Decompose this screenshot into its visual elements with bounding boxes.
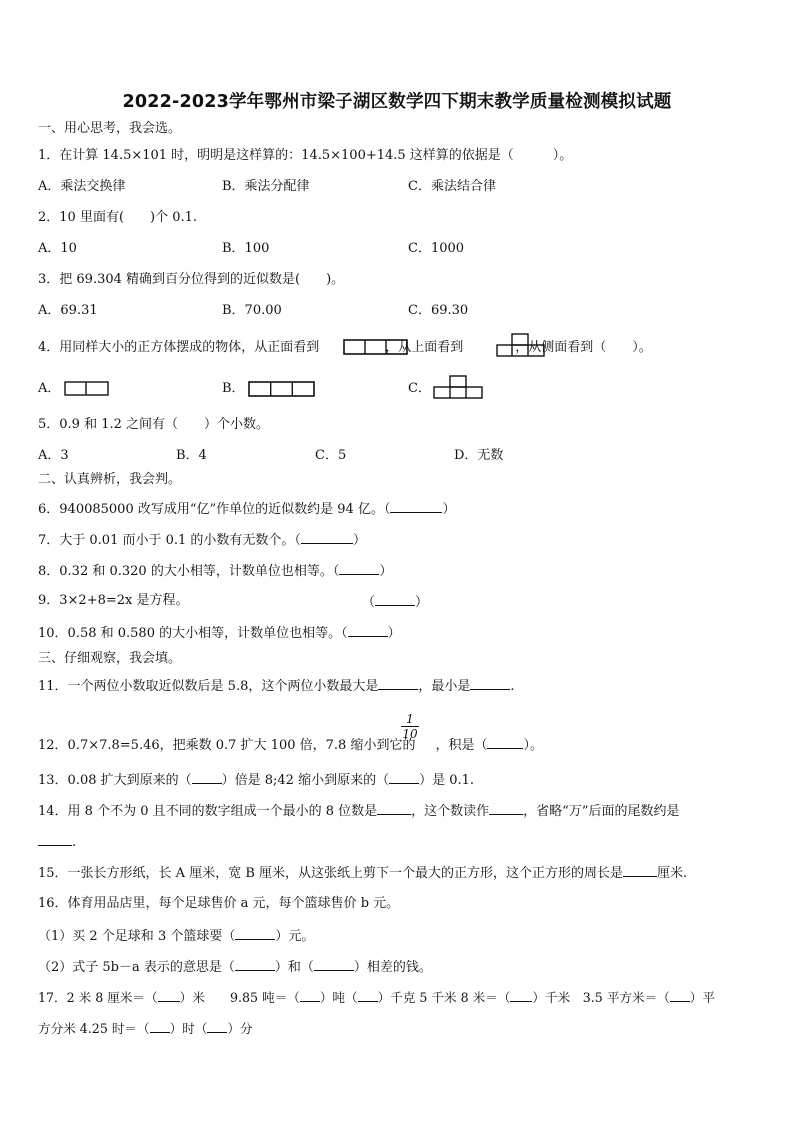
q13-text-part1: 13．0.08 扩大到原来的（ xyxy=(38,773,192,788)
q16-p2-text-a: （2）式子 5b－a 表示的意思是（ xyxy=(38,960,235,975)
question-16-part-1 xyxy=(38,927,314,945)
question-17-continued xyxy=(38,1020,253,1037)
q14-text-part1: 14．用 8 个不为 0 且不同的数字组成一个最小的 8 位数是 xyxy=(38,804,378,819)
section-heading-1: 一、用心思考，我会选。 xyxy=(38,121,182,136)
q6-paren-left: （ xyxy=(383,502,391,517)
q4-option-b[interactable]: B． xyxy=(222,381,245,396)
q4-option-a-figure xyxy=(64,381,110,397)
question-5: 5．0.9 和 1.2 之间有（ ）个小数。 xyxy=(38,417,270,432)
q6-paren-right: ） xyxy=(442,502,456,517)
question-8 xyxy=(38,562,392,580)
q12-fraction-denominator: 10 xyxy=(402,727,418,741)
q17-text-b2: ）时（ xyxy=(169,1021,208,1036)
q9-paren-left: （ xyxy=(362,595,376,610)
q1-option-a[interactable]: A．乘法交换律 xyxy=(38,179,126,194)
q12-fraction xyxy=(401,713,419,740)
q4-front-view-figure xyxy=(343,339,409,356)
q11-min-blank[interactable] xyxy=(470,677,510,690)
q3-option-c[interactable]: C．69.30 xyxy=(408,303,469,318)
section-heading-2: 二、认真辨析，我会判。 xyxy=(38,472,182,487)
q17-text-a4: ）千克 5 千米 8 米＝（ xyxy=(377,990,511,1005)
q17-blank-3[interactable] xyxy=(358,989,378,1002)
q14-text-part3: ，省略“万”后面的尾数约是 xyxy=(523,804,680,819)
q5-option-b[interactable]: B．4 xyxy=(176,448,207,463)
q13-text-part2: ）倍是 8;42 缩小到原来的（ xyxy=(221,773,390,788)
q12-fraction-numerator: 1 xyxy=(406,712,414,726)
q17-text-a1: 17．2 米 8 厘米＝（ xyxy=(38,990,158,1005)
q12-text-part1: 12．0.7×7.8=5.46，把乘数 0.7 扩大 100 倍，7.8 缩小到它的 xyxy=(38,738,416,753)
q16-p1-text-b: ）元。 xyxy=(275,929,315,944)
q12-text-part2: ，积是（ xyxy=(435,738,488,753)
q17-text-b3: ）分 xyxy=(227,1021,253,1036)
q2-option-c[interactable]: C．1000 xyxy=(408,241,465,256)
q10-paren-left: （ xyxy=(341,626,348,641)
q4-option-c-figure xyxy=(433,375,485,400)
q4-option-a[interactable]: A． xyxy=(38,381,61,396)
q4-text-part3: ，从侧面看到（ ）。 xyxy=(515,340,652,355)
q17-blank-5[interactable] xyxy=(670,989,690,1002)
q5-option-d[interactable]: D．无数 xyxy=(454,448,504,463)
question-3: 3．把 69.304 精确到百分位得到的近似数是( )。 xyxy=(38,272,345,287)
question-9-answer xyxy=(362,593,428,611)
q17-text-a6: ）平 xyxy=(689,990,715,1005)
question-1: 1．在计算 14.5×101 时，明明是这样算的：14.5×100+14.5 这样算的依据是（ ）。 xyxy=(38,148,573,163)
q11-text-part2: ，最小是 xyxy=(418,679,471,694)
q7-paren-right: ） xyxy=(352,533,366,548)
q15-text-part2: 厘米. xyxy=(657,866,688,881)
q17-blank-4[interactable] xyxy=(510,989,532,1002)
q3-option-a[interactable]: A．69.31 xyxy=(38,303,98,318)
q9-text: 9．3×2+8=2x 是方程。 xyxy=(38,593,189,608)
q14-text-part4: . xyxy=(72,835,77,850)
question-9 xyxy=(38,593,189,609)
question-12 xyxy=(38,736,543,754)
question-17 xyxy=(38,989,715,1006)
q7-paren-left: （ xyxy=(294,533,301,548)
question-6 xyxy=(38,500,455,518)
q17-blank-6[interactable] xyxy=(150,1020,170,1033)
q7-text: 7．大于 0.01 而小于 0.1 的小数有无数个。 xyxy=(38,533,295,548)
q4-text-part1: 4．用同样大小的正方体摆成的物体，从正面看到 xyxy=(38,340,320,355)
question-13 xyxy=(38,771,474,789)
section-heading-3: 三、仔细观察，我会填。 xyxy=(38,651,182,666)
q14-blank-2[interactable] xyxy=(489,802,523,815)
q2-option-a[interactable]: A．10 xyxy=(38,241,77,256)
q4-option-b-figure xyxy=(248,381,316,398)
q5-option-a[interactable]: A．3 xyxy=(38,448,69,463)
q4-text-part2: ，从上面看到 xyxy=(385,340,464,355)
question-16: 16．体育用品店里，每个足球售价 a 元，每个篮球售价 b 元。 xyxy=(38,896,400,911)
q17-text-a5: ）千米 3.5 平方米＝（ xyxy=(532,990,670,1005)
q1-option-c[interactable]: C．乘法结合律 xyxy=(408,179,496,194)
question-16-part-2 xyxy=(38,958,432,976)
q16-p2-blank-2[interactable] xyxy=(314,958,354,971)
q10-answer-blank[interactable] xyxy=(348,624,388,637)
q9-answer-blank[interactable] xyxy=(375,593,415,606)
q15-blank[interactable] xyxy=(623,864,657,877)
q14-blank-1[interactable] xyxy=(377,802,411,815)
question-14 xyxy=(38,802,679,820)
question-15 xyxy=(38,864,687,882)
q3-option-b[interactable]: B．70.00 xyxy=(222,303,282,318)
q4-option-c[interactable]: C． xyxy=(408,381,431,396)
question-14-continued xyxy=(38,833,76,851)
q14-text-part2: ，这个数读作 xyxy=(411,804,490,819)
q8-text: 8．0.32 和 0.320 的大小相等，计数单位也相等。 xyxy=(38,564,333,579)
q13-text-part3: ）是 0.1. xyxy=(419,773,475,788)
q5-option-c[interactable]: C．5 xyxy=(315,448,347,463)
q10-paren-right: ） xyxy=(387,626,401,641)
q15-text-part1: 15．一张长方形纸，长 A 厘米，宽 B 厘米，从这张纸上剪下一个最大的正方形，这个正方形的周长是 xyxy=(38,866,624,881)
q17-blank-2[interactable] xyxy=(300,989,320,1002)
q6-text: 6．940085000 改写成用“亿”作单位的近似数约是 94 亿。 xyxy=(38,502,384,517)
q14-blank-3[interactable] xyxy=(38,833,72,846)
page-title: 2022-2023学年鄂州市梁子湖区数学四下期末教学质量检测模拟试题 xyxy=(122,92,672,112)
question-10 xyxy=(38,624,401,642)
q11-text-part3: . xyxy=(510,679,515,694)
q9-paren-right: ） xyxy=(415,595,429,610)
q11-text-part1: 11．一个两位小数取近似数后是 5.8，这个两位小数最大是 xyxy=(38,679,379,694)
q16-p1-blank[interactable] xyxy=(235,927,275,940)
q16-p2-text-b: ）和（ xyxy=(274,960,314,975)
q13-blank-1[interactable] xyxy=(192,771,222,784)
q2-option-b[interactable]: B．100 xyxy=(222,241,270,256)
q17-blank-1[interactable] xyxy=(158,989,180,1002)
q12-text-part3: ）。 xyxy=(523,738,543,753)
q1-option-b[interactable]: B．乘法分配律 xyxy=(222,179,310,194)
question-11 xyxy=(38,677,515,695)
q6-answer-blank[interactable] xyxy=(390,500,442,513)
question-7 xyxy=(38,531,366,549)
q8-answer-blank[interactable] xyxy=(339,562,379,575)
q16-p1-text-a: （1）买 2 个足球和 3 个篮球要（ xyxy=(38,929,236,944)
q17-text-a3: ）吨（ xyxy=(319,990,358,1005)
q16-p2-blank-1[interactable] xyxy=(235,958,275,971)
q17-text-a2: ）米 9.85 吨＝（ xyxy=(179,990,300,1005)
q8-paren-right: ） xyxy=(379,564,393,579)
q4-top-view-figure xyxy=(496,333,546,358)
q8-paren-left: （ xyxy=(332,564,340,579)
q12-answer-blank[interactable] xyxy=(487,736,523,749)
q10-text: 10．0.58 和 0.580 的大小相等，计数单位也相等。 xyxy=(38,626,342,641)
q17-text-b1: 方分米 4.25 时＝（ xyxy=(38,1021,150,1036)
q13-blank-2[interactable] xyxy=(389,771,419,784)
q11-max-blank[interactable] xyxy=(378,677,418,690)
q7-answer-blank[interactable] xyxy=(301,531,353,544)
q17-blank-7[interactable] xyxy=(207,1020,227,1033)
question-2: 2．10 里面有( )个 0.1. xyxy=(38,210,198,225)
q16-p2-text-c: ）相差的钱。 xyxy=(353,960,432,975)
